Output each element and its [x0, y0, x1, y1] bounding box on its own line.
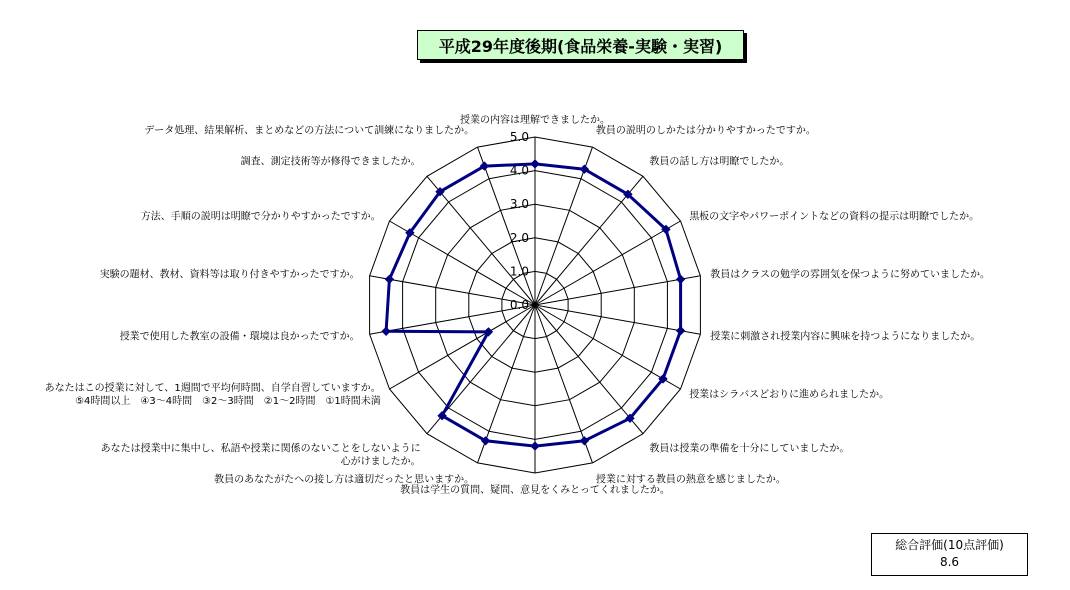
axis-label: 方法、手順の説明は明瞭で分かりやすかったですか。 [140, 211, 381, 223]
data-point [677, 275, 685, 283]
axis-label: 教員はクラスの勉学の雰囲気を保つように努めていましたか。 [710, 269, 991, 281]
axis-label: 教員の話し方は明瞭でしたか。 [649, 156, 790, 168]
tick-label: 4.0 [509, 163, 529, 178]
axis-label: 黒板の文字やパワーポイントなどの資料の提示は明瞭でしたか。 [689, 211, 980, 223]
axis-label: 教員の説明のしかたは分かりやすかったですか。 [595, 125, 816, 137]
axis-label: あなたは授業中に集中し、私語や授業に関係のないことをしないように心がけましたか。 [100, 443, 421, 468]
axis-label: 授業に対する教員の熱意を感じましたか。 [595, 474, 786, 486]
axis-label: 教員は学生の質問、疑問、意見をくみとってくれましたか。 [400, 485, 670, 496]
axis-label: データ処理、結果解析、まとめなどの方法について訓練になりましたか。 [144, 125, 475, 137]
tick-label: 5.0 [509, 130, 529, 144]
tick-label: 1.0 [509, 264, 529, 279]
chart-title: 平成29年度後期(食品栄養-実験・実習) [417, 30, 744, 60]
data-point [531, 160, 539, 168]
summary-label: 総合評価(10点評価) [895, 538, 1004, 552]
axis-label: あなたはこの授業に対して、1週間で平均何時間、自学自習していますか。 ⑤4時間以上 ④3～4時間 ③2～3時間 ②1～2時間 ①1時間未満 [44, 383, 381, 407]
data-point [677, 327, 685, 335]
axis-label: 教員は授業の準備を十分にしていましたか。 [649, 443, 850, 455]
axis-label: 授業で使用した教室の設備・環境は良かったですか。 [119, 331, 360, 343]
data-point [382, 327, 390, 335]
axis-label: 教員のあなたがたへの接し方は適切だったと思いますか。 [214, 474, 475, 486]
data-point [531, 442, 539, 450]
axis-label: 実験の題材、教材、資料等は取り付きやすかったですか。 [99, 269, 360, 281]
axis-label: 調査、測定技術等が修得できましたか。 [240, 156, 421, 168]
axis-label: 授業に刺激され授業内容に興味を持つようになりましたか。 [710, 331, 981, 343]
summary-value: 8.6 [939, 555, 960, 569]
tick-label: 3.0 [509, 197, 529, 212]
tick-label: 2.0 [509, 230, 529, 245]
tick-label: 0.0 [509, 298, 529, 312]
summary-box [871, 533, 1028, 576]
axis-label: 授業はシラバスどおりに進められましたか。 [689, 389, 890, 401]
axis-label: 授業の内容は理解できましたか。 [460, 115, 610, 126]
